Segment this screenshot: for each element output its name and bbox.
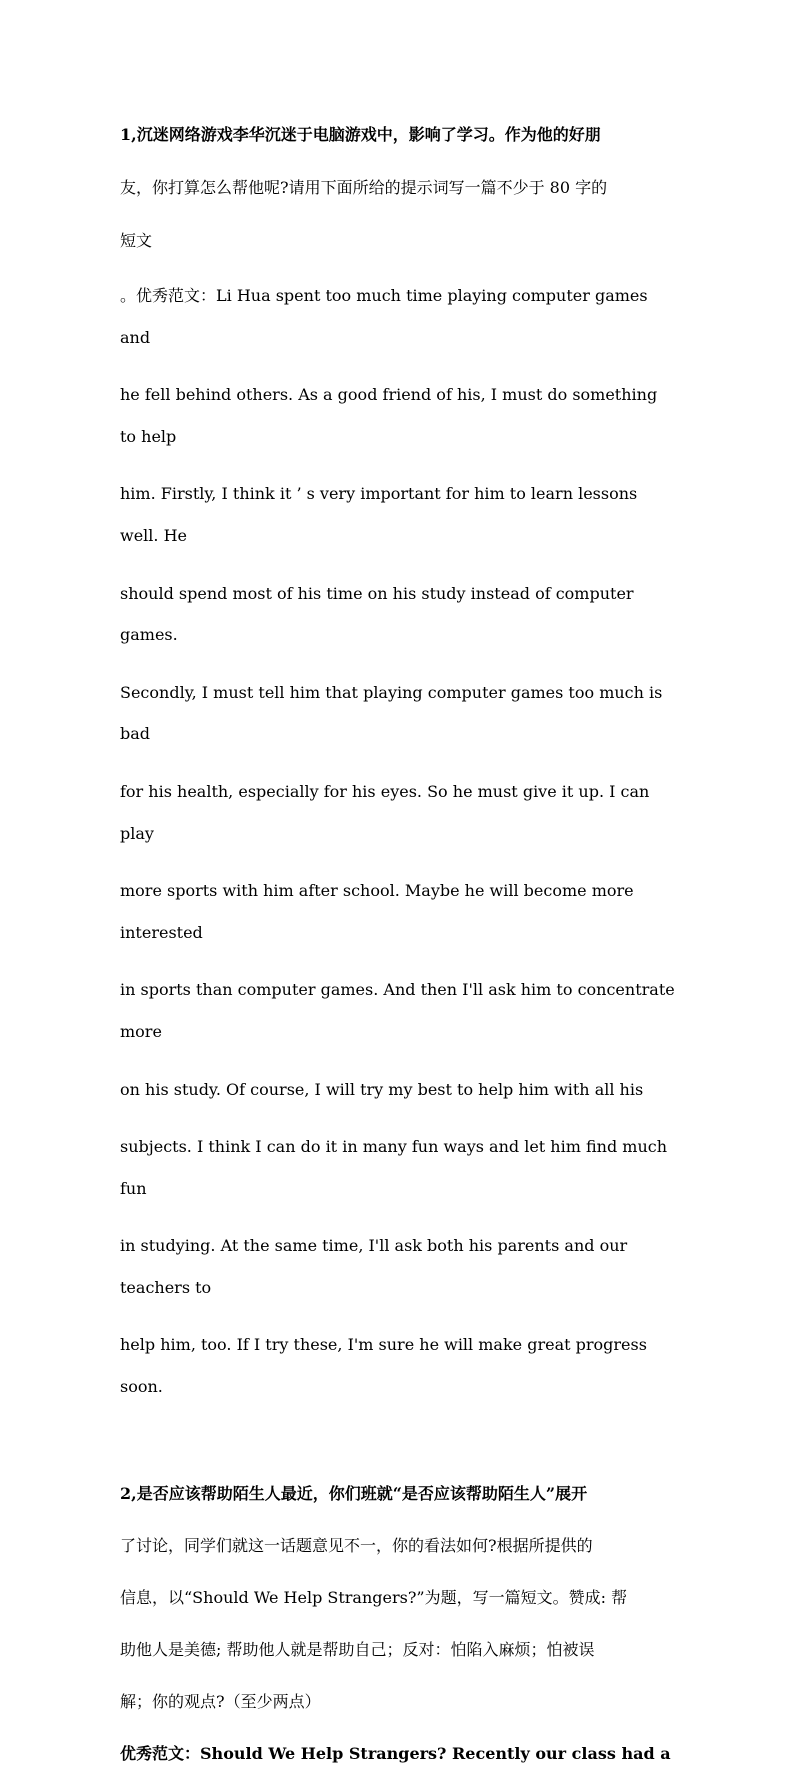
essay-1-line: him. Firstly, I think it ’ s very important for him to learn lessons well. He (120, 484, 638, 545)
question-2 (120, 1476, 676, 1720)
question-1-line: 1,沉迷网络游戏李华沉迷于电脑游戏中，影响了学习。作为他的好朋 (120, 125, 601, 144)
sample-essay-1 (120, 275, 676, 1408)
question-1-line: 友，你打算怎么帮他呢?请用下面所给的提示词写一篇不少于 80 字的 (120, 178, 608, 197)
question-2-line: 信息，以“Should We Help Strangers?”为题，写一篇短文。赞成: 帮 (120, 1587, 628, 1607)
question-2-line: 了讨论，同学们就这一话题意见不一，你的看法如何?根据所提供的 (120, 1535, 593, 1555)
essay-1-line: subjects. I think I can do it in many fun ways and let him find much fun (120, 1137, 668, 1198)
essay-1-line: for his health, especially for his eyes. So he must give it up. I can play (120, 781, 650, 843)
paragraph-spacer (120, 1424, 676, 1460)
essay-1-line: help him, too. If I try these, I'm sure he will make great progress soon. (120, 1335, 647, 1397)
essay-1-line: should spend most of his time on his study instead of computer games. (120, 583, 634, 645)
essay-2-line: 优秀范文：Should We Help Strangers? Recently our class had a (120, 1743, 671, 1763)
essay-1-line: on his study. Of course, I will try my best to help him with all his (120, 1079, 644, 1099)
essay-1-line: in sports than computer games. And then I'll ask him to concentrate more (120, 980, 675, 1041)
question-2-line: 解；你的观点?（至少两点） (120, 1691, 321, 1711)
essay-1-line: he fell behind others. As a good friend of his, I must do something to help (120, 385, 658, 446)
document-page (120, 100, 676, 1788)
essay-1-line: 。优秀范文：Li Hua spent too much time playing computer games and (120, 286, 648, 347)
essay-1-line: Secondly, I must tell him that playing computer games too much is bad (120, 682, 663, 744)
essay-1-line: more sports with him after school. Maybe he will become more interested (120, 881, 634, 942)
question-2-line: 2,是否应该帮助陌生人最近，你们班就“是否应该帮助陌生人”展开 (120, 1483, 588, 1503)
sample-essay-2 (120, 1736, 676, 1772)
question-2-line: 助他人是美德; 帮助他人就是帮助自己；反对：怕陷入麻烦；怕被误 (120, 1639, 595, 1659)
question-1 (120, 116, 676, 259)
question-1-line: 短文 (120, 231, 153, 250)
essay-1-line: in studying. At the same time, I'll ask both his parents and our teachers to (120, 1236, 628, 1297)
